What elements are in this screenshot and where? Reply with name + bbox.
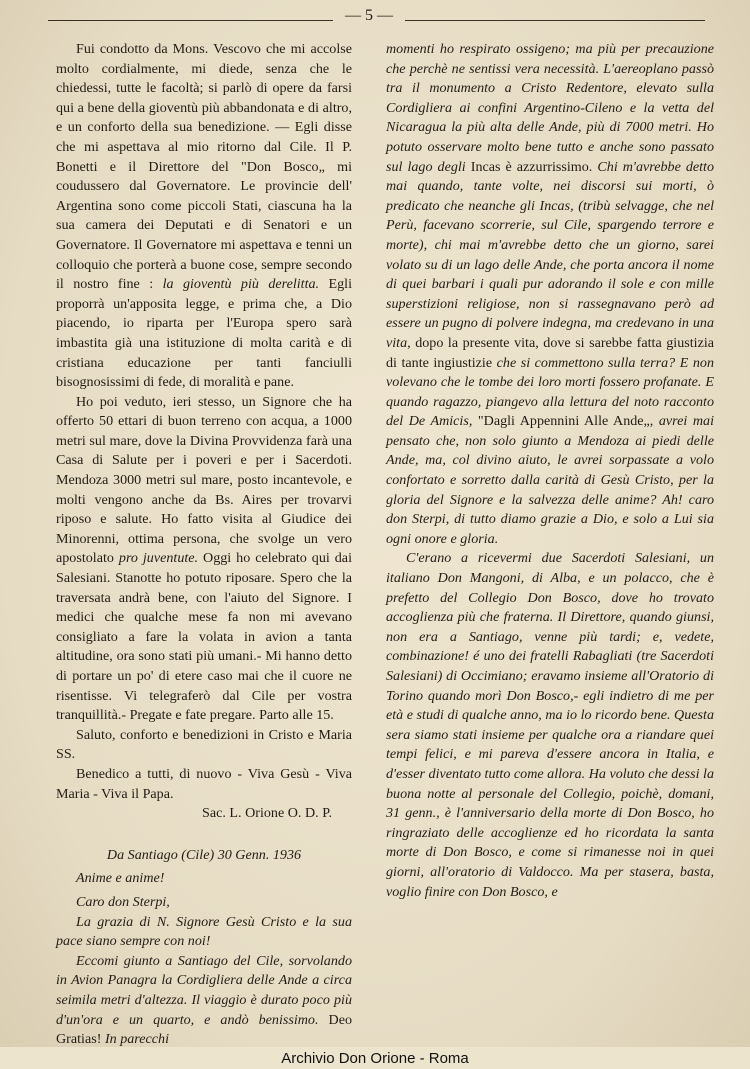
paragraph: Ho poi veduto, ieri stesso, un Signore che ha offerto 50 ettari di buon terreno con acqua, a 1000 metri sul mare, dove la Divina Provvidenza farà una Casa di Salute per i poveri e per i Sacerdoti. Mendoza 3000 metri sul mare, posto incantevole, e molti vengono anche da Bs. Aires per trovarvi riposo e salute. Ho fatto visita al Giudice dei Minorenni, ottima persona, che svolge un vero apostolato pro juventute. Oggi ho celebrato qui dai Salesiani. Stanotte ho potuto riposare. Spero che la traversata andrà bene, con l'aiuto del Signore. I medici che qualche mese fa non mi avevano consigliato a fare la volata in avion a tanta altitudine, ora sono stati più umani.- Mi hanno detto di portare un po' di etere caso mai che il cuore ne risentisse. Vi telegraferò dal Cile per vostra tranquillità.- Pregate e fate pregare. Parto alle 15. [56,393,352,724]
paragraph: momenti ho respirato ossigeno; ma più per precauzione che perchè ne sentissi vera necessità. L'aereoplano passò tra il monumento a Cristo Redentore, elevato sulla Cordigliera ai confini Argentino-Cileno e la vetta del Nicaragua la più alta delle Ande, più di 7000 metri. Ho potuto osservare molto bene tutto e anche sono passato sul lago degli Incas è azzurrissimo. Chi m'avrebbe detto mai quando, tante volte, nei discorsi sui morti, ò predicato che neanche gli Incas, (tribù selvagge, che nel Perù, facevano scorrerie, sul Cile, spargendo terrore e morte), chi mai m'avrebbe detto che un giorno, sarei volato su di un lago delle Ande, che porta ancora il nome di quei barbari i quali pur adorando il sole e con mille superstizioni religiose, non si rassegnavano però ad essere un pugno di polvere indegna, ma credevano in una vita, dopo la presente vita, dove si sarebbe fatta giustizia di tante ingiustizie che si commettono sulla terra? E non volevano che le tombe dei loro morti fossero profanate. E quando ragazzo, piangevo alla lettura del noto racconto del De Amicis, "Dagli Appennini Alle Ande„, avrei mai pensato che, non solo giunto a Mendoza ai piedi delle Ande, ma, col divino aiuto, le avrei sorpassate a volo confortato e sorretto dalla carità di Gesù Cristo, per la gloria del Signore e la salvezza delle anime? Ah! caro don Sterpi, di tutto diamo grazie a Dio, e solo a Lui sia ogni onore e gloria. [386,41,715,547]
addressee: Caro don Sterpi, [76,893,170,910]
header-rule-right [405,20,705,21]
signature: Sac. L. Orione O. D. P. [202,805,332,822]
header-rule-left [48,20,333,21]
archive-label: Archivio Don Orione - Roma [281,1050,469,1067]
page-number: — 5 — [345,7,393,24]
salutation: Anime e anime! [76,870,165,887]
left-column [56,40,353,1048]
right-column [386,40,714,980]
letter-date: Da Santiago (Cile) 30 Genn. 1936 [106,846,302,863]
paragraph: Saluto, conforto e benedizioni in Cristo e Maria SS. [56,726,352,763]
paragraph: La grazia di N. Signore Gesù Cristo e la sua pace siano sempre con noi! [56,913,352,950]
paragraph: Benedico a tutti, di nuovo - Viva Gesù - Viva Maria - Viva il Papa. [56,765,352,802]
show-through-text [90,985,670,1045]
paragraph: Eccomi giunto a Santiago del Cile, sorvolando in Avion Panagra la Cordigliera delle Ande a circa seimila metri d'altezza. Il viaggio è durato poco più d'un'ora e un quarto, e andò benissimo. Deo Gratias! In parecchi [56,952,352,1048]
paragraph: C'erano a ricevermi due Sacerdoti Salesiani, un italiano Don Mangoni, di Alba, e un polacco, che è prefetto del Collegio Don Bosco, dove ho trovato accoglienza più che fraterna. Il Direttore, quando giunsi, non era a Santiago, venne più tardi; e, vedete, combinazione! é uno dei fratelli Rabagliati (tre Sacerdoti Salesiani) di Occimiano; eravamo insieme all'Oratorio di Torino quando morì Don Bosco,- egli indietro di me per età e studi di qualche anno, ma io lo ricordo bene. Questa sera siamo stati insieme per qualche ora a riandare quei tempi felici, e mi pareva d'essere ancora in Italia, e d'esser diventato tutto come allora. Ha voluto che dessi la buona notte al personale del Collegio, poichè, domani, 31 genn., è l'anniversario della morte di Don Bosco, ho ringraziato delle accoglienze ed ho ricordata la santa morte di Don Bosco, e come si rimanesse noi in quei giorni, all'oratorio di Valdocco. Ma per stasera, basta, voglio finire con Don Bosco, e [386,550,714,900]
paragraph: Fui condotto da Mons. Vescovo che mi accolse molto cordialmente, mi diede, senza che le chiedessi, tutte le facoltà; si parlò di opere da farsi qui a bene della gioventù più abbandonata e di altro, e un conforto della sua benedizione. — Egli disse che mi aspettava al mio ritorno dal Cile. Il P. Bonetti e il Direttore del "Don Bosco„ mi coudussero dal Governatore. Le provincie dell' Argentina sono come piccoli Stati, ciascuna ha la sua camera dei Deputati e di Senatori e un Governatore. Il Governatore mi aspettava e tenni un colloquio che porterà a buone cose, sempre secondo il nostro fine : la gioventù più derelitta. Egli proporrà un'apposita legge, e prima che, a Dio piacendo, io riparta per l'Europa spero sarà imbastita già una istituzione di molta carità e di cristiana educazione per tanti fanciulli bisognosissimi di fede, di moralità e pane. [56,41,353,391]
